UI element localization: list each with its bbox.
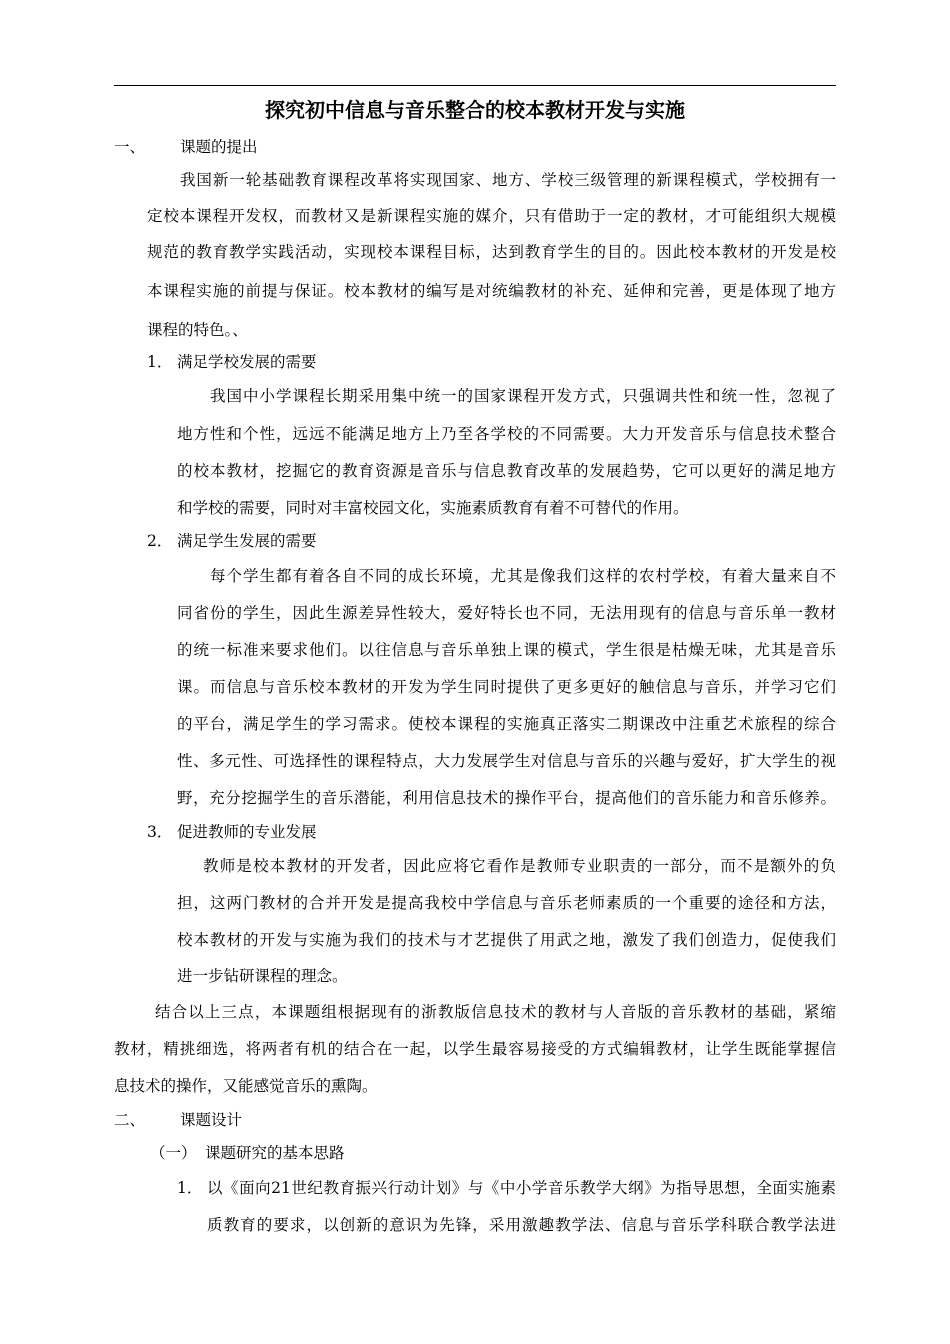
- header-rule: [114, 85, 836, 86]
- subsection1-heading: 课题研究的基本思路: [205, 1144, 345, 1162]
- section2-heading: 课题设计: [180, 1111, 243, 1129]
- paragraph-line: 进一步钻研课程的理念。: [177, 967, 348, 985]
- paragraph-line: 每个学生都有着各自不同的成长环境，尤其是像我们这样的农村学校，有着大量来自不: [210, 567, 836, 585]
- paragraph-line: 同省份的学生，因此生源差异性较大，爱好特长也不同，无法用现有的信息与音乐单一教材: [177, 604, 836, 622]
- paragraph-line: 本课程实施的前提与保证。校本教材的编写是对统编教材的补充、延伸和完善，更是体现了地方: [147, 282, 836, 300]
- paragraph-line: 我国新一轮基础教育课程改革将实现国家、地方、学校三级管理的新课程模式，学校拥有一: [180, 171, 836, 189]
- paragraph-line: 课程的特色。、: [147, 321, 248, 339]
- paragraph-line: 野，充分挖掘学生的音乐潜能，利用信息技术的操作平台，提高他们的音乐能力和音乐修养。: [177, 789, 836, 807]
- paragraph-line: 校本教材的开发与实施为我们的技术与才艺提供了用武之地，激发了我们创造力，促使我们: [177, 931, 836, 949]
- paragraph-line: 担，这两门教材的合并开发是提高我校中学信息与音乐老师素质的一个重要的途径和方法，: [177, 894, 836, 912]
- paragraph-line: 质教育的要求，以创新的意识为先锋，采用激趣教学法、信息与音乐学科联合教学法进: [207, 1216, 836, 1234]
- section2-number: 二、: [114, 1111, 146, 1129]
- item3-number: 3．: [147, 823, 173, 841]
- paragraph-line: 定校本课程开发权，而教材又是新课程实施的媒介，只有借助于一定的教材，才可能组织大规模: [147, 207, 836, 225]
- paragraph-line: 以《面向21世纪教育振兴行动计划》与《中小学音乐教学大纲》为指导思想，全面实施素: [207, 1179, 836, 1197]
- section1-number: 一、: [114, 138, 146, 156]
- paragraph-line: 结合以上三点，本课题组根据现有的浙教版信息技术的教材与人音版的音乐教材的基础，紧缩: [155, 1003, 836, 1021]
- paragraph-line: 我国中小学课程长期采用集中统一的国家课程开发方式，只强调共性和统一性，忽视了: [210, 387, 836, 405]
- paragraph-line: 教材，精挑细选，将两者有机的结合在一起，以学生最容易接受的方式编辑教材，让学生既能掌握信: [114, 1040, 836, 1058]
- paragraph-line: 和学校的需要，同时对丰富校园文化，实施素质教育有着不可替代的作用。: [177, 499, 689, 517]
- paragraph-line: 规范的教育教学实践活动，实现校本课程目标，达到教育学生的目的。因此校本教材的开发是校: [147, 243, 836, 261]
- item1-number: 1．: [147, 353, 173, 371]
- paragraph-line: 的统一标准来要求他们。以往信息与音乐单独上课的模式，学生很是枯燥无味，尤其是音乐: [177, 641, 836, 659]
- paragraph-line: 息技术的操作，又能感觉音乐的熏陶。: [114, 1077, 378, 1095]
- section1-heading: 课题的提出: [180, 138, 258, 156]
- design-item1-number: 1．: [177, 1179, 203, 1197]
- paragraph-line: 的平台，满足学生的学习需求。使校本课程的实施真正落实二期课改中注重艺术旅程的综合: [177, 715, 836, 733]
- paragraph-line: 性、多元性、可选择性的课程特点，大力发展学生对信息与音乐的兴趣与爱好，扩大学生的视: [177, 752, 836, 770]
- document-title: 探究初中信息与音乐整合的校本教材开发与实施: [265, 98, 685, 122]
- item3-heading: 促进教师的专业发展: [177, 823, 317, 841]
- item2-number: 2．: [147, 532, 173, 550]
- paragraph-line: 课。而信息与音乐校本教材的开发为学生同时提供了更多更好的触信息与音乐，并学习它们: [177, 678, 836, 696]
- item2-heading: 满足学生发展的需要: [177, 532, 317, 550]
- paragraph-line: 教师是校本教材的开发者，因此应将它看作是教师专业职责的一部分，而不是额外的负: [203, 857, 836, 875]
- item1-heading: 满足学校发展的需要: [177, 353, 317, 371]
- paragraph-line: 的校本教材，挖掘它的教育资源是音乐与信息教育改革的发展趋势，它可以更好的满足地方: [177, 462, 836, 480]
- paragraph-line: 地方性和个性，远远不能满足地方上乃至各学校的不同需要。大力开发音乐与信息技术整合: [177, 425, 836, 443]
- subsection1-number: （一）: [150, 1144, 197, 1162]
